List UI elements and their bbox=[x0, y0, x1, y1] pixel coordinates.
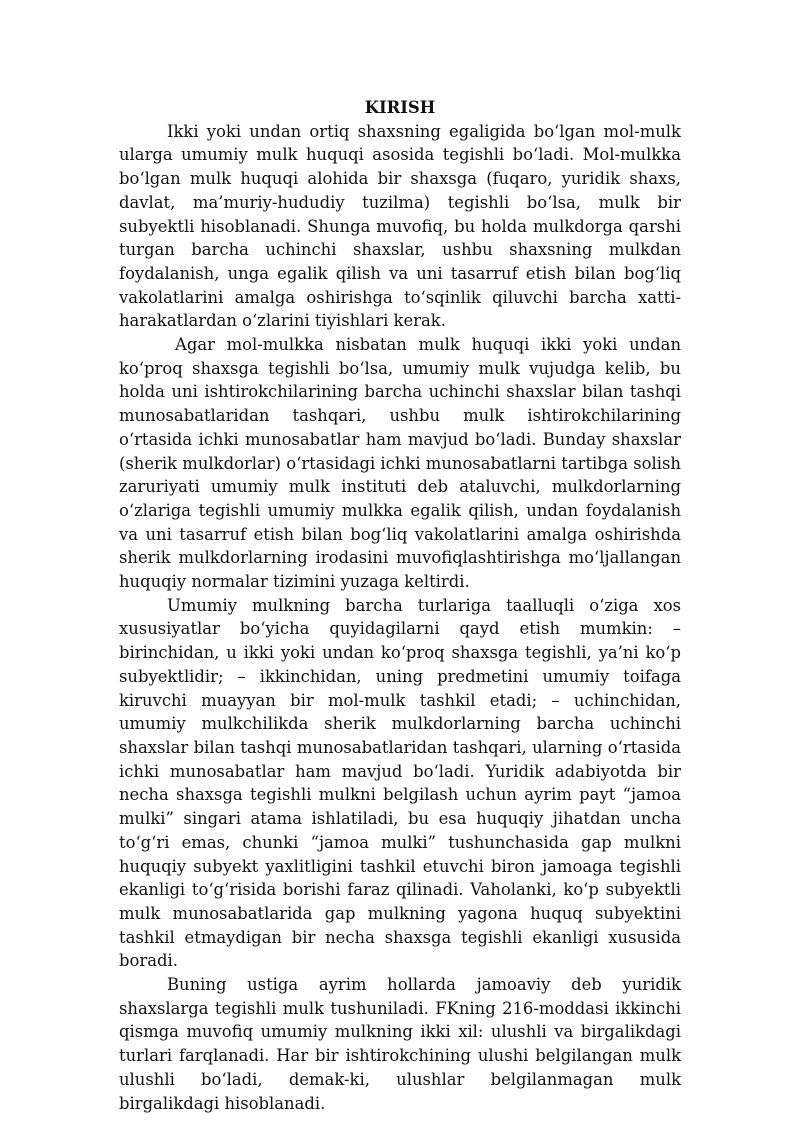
paragraph-1: Ikki yoki undan ortiq shaxsning egaligida bo‘lgan mol-mulk ularga umumiy mulk huquqi asosida tegishli bo‘ladi. Mol-mulkka bo‘lgan mulk huquqi alohida bir shaxsga (fuqaro, yuridik shaxs, davlat, ma’muriy-hududiy tuzilma) tegishli bo‘lsa, mulk bir subyektli hisoblanadi. Shunga muvofiq, bu holda mulkdorga qarshi turgan barcha uchinchi shaxslar, ushbu shaxsning mulkdan foydalanish, unga egalik qilish va uni tasarruf etish bilan bog‘liq vakolatlarini amalga oshirishga to‘sqinlik qiluvchi barcha xatti-harakatlardan o‘zlarini tiyishlari kerak. bbox=[119, 121, 681, 331]
paragraph-4: Buning ustiga ayrim hollarda jamoaviy deb yuridik shaxslarga tegishli mulk tushuniladi. FKning 216-moddasi ikkinchi qismga muvofiq umumiy mulkning ikki xil: ulushli va birgalikdagi turlari farqlanadi. Har bir ishtirokchining ulushi belgilangan mulk ulushli bo‘ladi, demak-ki, ulushlar belgilanmagan mulk birgalikdagi hisoblanadi. bbox=[119, 975, 681, 1113]
document-page bbox=[119, 96, 681, 1115]
paragraph-3: Umumiy mulkning barcha turlariga taalluqli o‘ziga xos xususiyatlar bo‘yicha quyidagilarni qayd etish mumkin: – birinchidan, u ikki yoki undan ko‘proq shaxsga tegishli, ya’ni ko‘p subyektlidir; – ikkinchidan, uning predmetini umumiy toifaga kiruvchi muayyan bir mol-mulk tashkil etadi; – uchinchidan, umumiy mulkchilikda sherik mulkdorlarning barcha uchinchi shaxslar bilan tashqi munosabatlaridan tashqari, ularning o‘rtasida ichki munosabatlar ham mavjud bo‘ladi. Yuridik adabiyotda bir necha shaxsga tegishli mulkni belgilash uchun ayrim payt “jamoa mulki” singari atama ishlatiladi, bu esa huquqiy jihatdan uncha to‘g‘ri emas, chunki “jamoa mulki” tushunchasida gap mulkni huquqiy subyekt yaxlitligini tashkil etuvchi biron jamoaga tegishli ekanligi to‘g‘risida borishi faraz qilinadi. Vaholanki, ko‘p subyektli mulk munosabatlarida gap mulkning yagona huquq subyektini tashkil etmaydigan bir necha shaxsga tegishli ekanligi xususida boradi. bbox=[119, 595, 681, 971]
document-title: KIRISH bbox=[364, 98, 436, 117]
paragraph-2: Agar mol-mulkka nisbatan mulk huquqi ikki yoki undan ko‘proq shaxsga tegishli bo‘lsa, umumiy mulk vujudga kelib, bu holda uni ishtirokchilarining barcha uchinchi shaxslar bilan tashqi munosabatlaridan tashqari, ushbu mulk ishtirokchilarining o‘rtasida ichki munosabatlar ham mavjud bo‘ladi. Bunday shaxslar (sherik mulkdorlar) o‘rtasidagi ichki munosabatlarni tartibga solish zaruriyati umumiy mulk instituti deb ataluvchi, mulkdorlarning o‘zlariga tegishli umumiy mulkka egalik qilish, undan foydalanish va uni tasarruf etish bilan bog‘liq vakolatlarini amalga oshirishda sherik mulkdorlarning irodasini muvofiqlashtirishga mo‘ljallangan huquqiy normalar tizimini yuzaga keltirdi. bbox=[119, 335, 681, 592]
